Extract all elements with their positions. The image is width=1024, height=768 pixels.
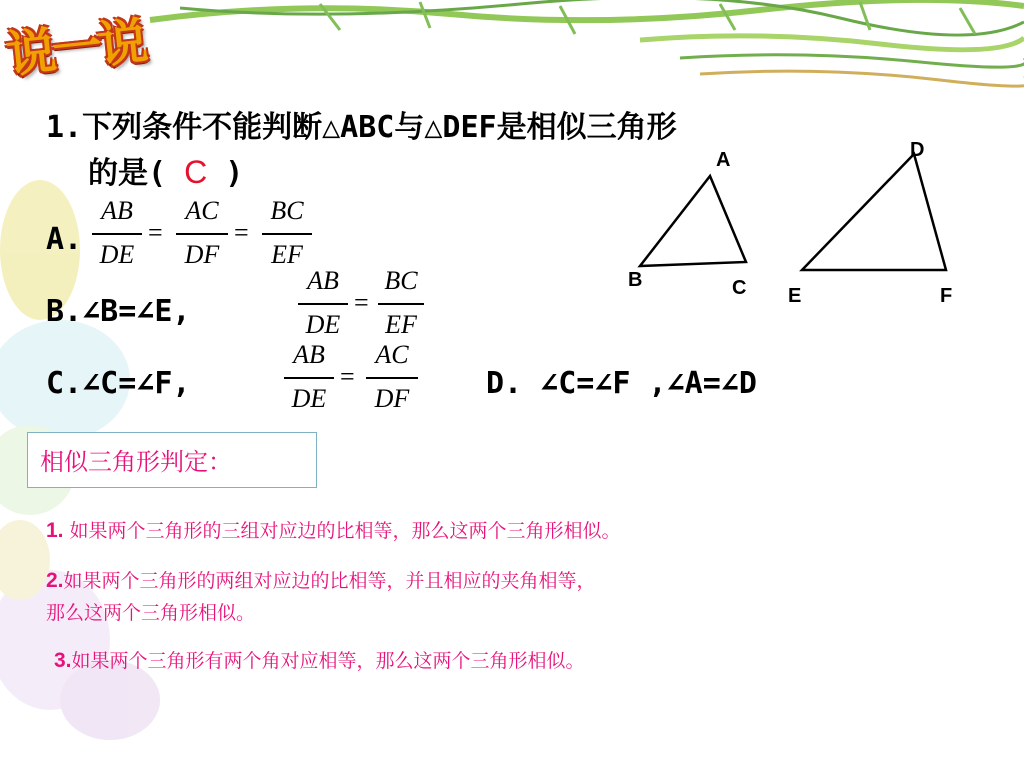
criterion-number: 3.	[54, 649, 72, 672]
fraction-bar	[378, 303, 424, 305]
denominator: DF	[184, 240, 220, 269]
grass-decoration	[150, 0, 1024, 86]
numerator: AC	[185, 196, 219, 225]
fraction-bar	[298, 303, 348, 305]
question-line-1	[46, 102, 677, 146]
option-c-label: C.∠C=∠F,	[46, 366, 191, 401]
fraction	[284, 340, 334, 416]
numerator: BC	[270, 196, 304, 225]
question-text: 下列条件不能判断△ABC与△DEF是相似三角形	[82, 110, 677, 145]
question-paren-open: 的是(	[88, 156, 167, 191]
triangle-def	[802, 154, 946, 270]
equals-sign: =	[340, 362, 355, 391]
equals-sign: =	[354, 288, 369, 317]
numerator: BC	[384, 266, 418, 295]
vertex-a-label: A	[716, 149, 731, 171]
fraction	[176, 196, 228, 272]
fraction	[262, 196, 312, 272]
numerator: AB	[293, 340, 325, 369]
vertex-b-label: B	[628, 269, 643, 291]
vertex-d-label: D	[910, 139, 925, 161]
fraction	[92, 196, 142, 272]
criterion-2	[46, 566, 596, 593]
question-paren-close: )	[225, 156, 244, 191]
equals-sign: =	[148, 218, 163, 247]
vertex-f-label: F	[940, 285, 953, 307]
criterion-text: 如果两个三角形的三组对应边的比相等，那么这两个三角形相似。	[63, 520, 621, 542]
denominator: DE	[305, 310, 341, 339]
criterion-3	[54, 646, 585, 673]
triangle-abc	[640, 176, 746, 266]
criteria-heading: 相似三角形判定：	[40, 448, 232, 476]
numerator: AC	[375, 340, 409, 369]
answer: C	[184, 154, 208, 190]
fraction-bar	[366, 377, 418, 379]
fraction	[378, 266, 424, 342]
numerator: AB	[101, 196, 133, 225]
option-a-label: A.	[46, 222, 83, 257]
criterion-number: 1.	[46, 519, 64, 542]
question-line-2	[88, 148, 243, 192]
fraction-bar	[176, 233, 228, 235]
denominator: EF	[385, 310, 417, 339]
criterion-2-continued: 那么这两个三角形相似。	[46, 602, 256, 624]
vertex-c-label: C	[732, 277, 747, 299]
option-d-label: D. ∠C=∠F ,∠A=∠D	[486, 366, 757, 401]
denominator: EF	[271, 240, 303, 269]
criterion-text: 如果两个三角形的两组对应边的比相等，并且相应的夹角相等，	[63, 570, 596, 592]
criterion-1	[46, 516, 621, 543]
fraction-bar	[262, 233, 312, 235]
fraction-bar	[284, 377, 334, 379]
denominator: DF	[374, 384, 410, 413]
criterion-text: 如果两个三角形有两个角对应相等，那么这两个三角形相似。	[71, 650, 585, 672]
option-b-label: B.∠B=∠E,	[46, 294, 191, 329]
fraction	[366, 340, 418, 416]
numerator: AB	[307, 266, 339, 295]
title-badge: 说一说	[3, 12, 147, 85]
vertex-e-label: E	[788, 285, 802, 307]
equals-sign: =	[234, 218, 249, 247]
denominator: DE	[99, 240, 135, 269]
fraction-bar	[92, 233, 142, 235]
triangles-figure	[600, 130, 980, 320]
criterion-number: 2.	[46, 569, 64, 592]
fraction	[298, 266, 348, 342]
denominator: DE	[291, 384, 327, 413]
criteria-heading-box	[27, 432, 317, 488]
question-number: 1.	[46, 110, 83, 145]
